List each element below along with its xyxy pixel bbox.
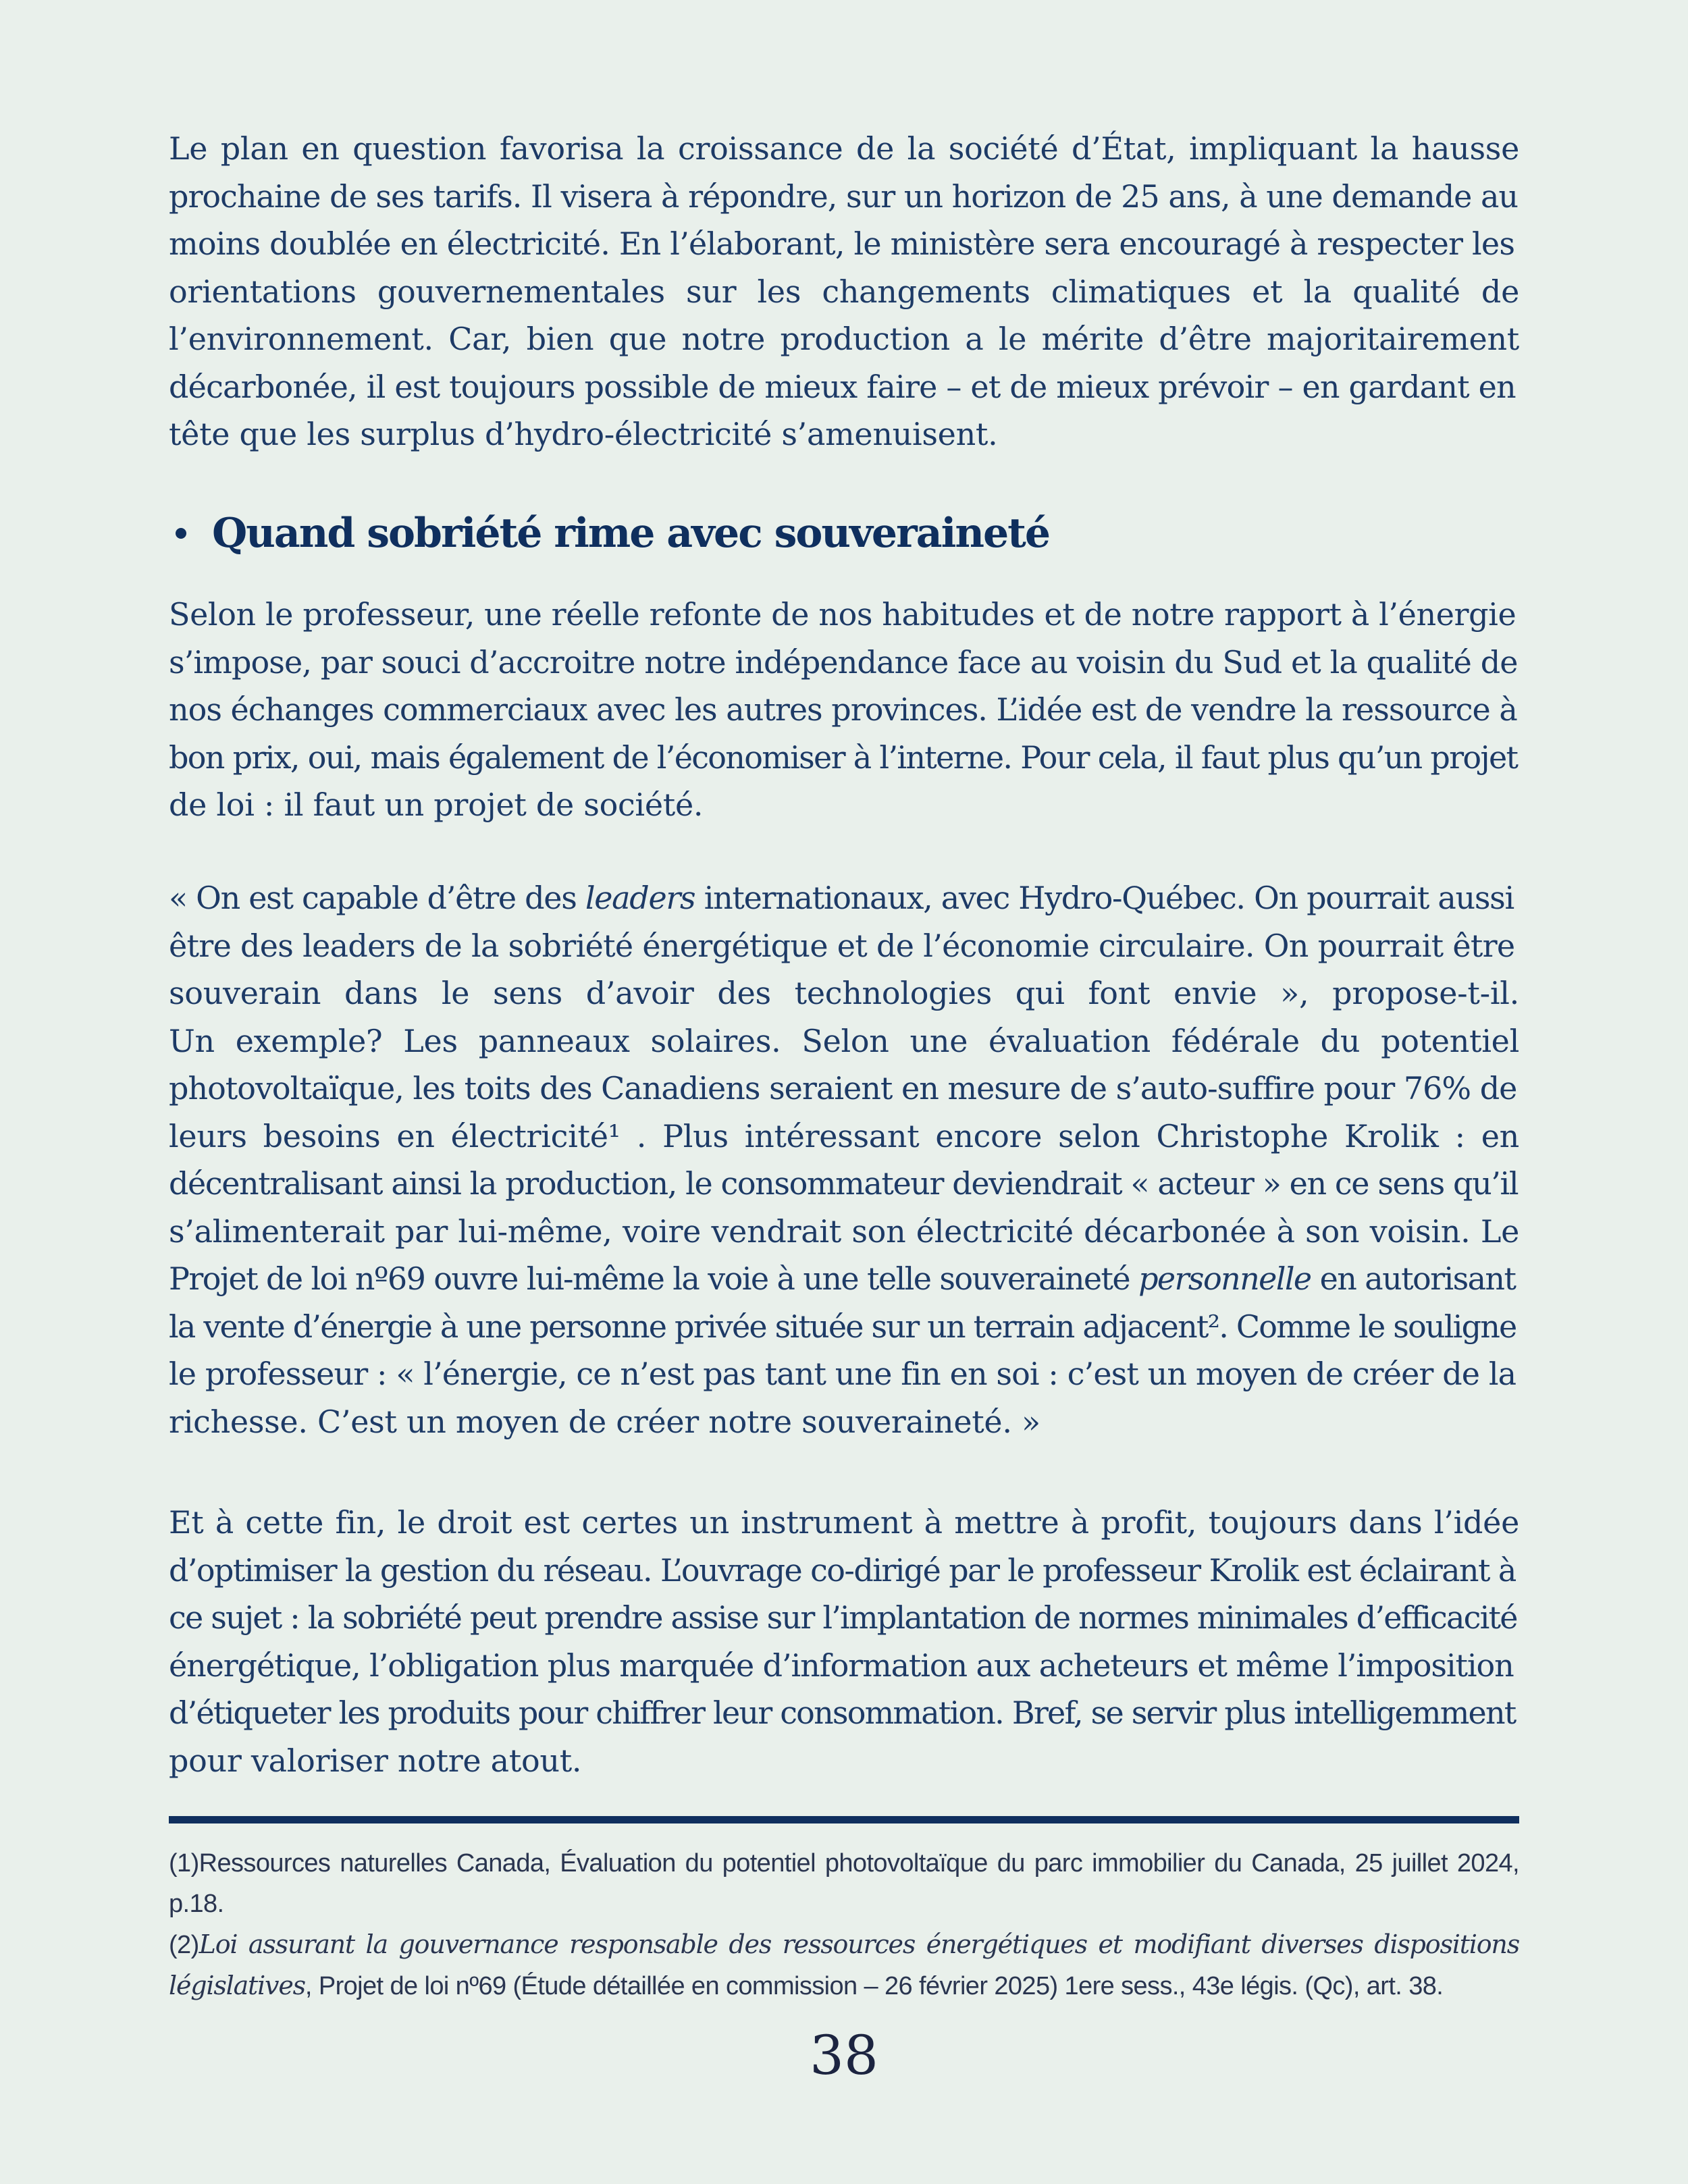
paragraph-energy-plan bbox=[169, 125, 1519, 458]
text-line: s’impose, par souci d’accroitre notre indépendance face au voisin du Sud et la qualité de bbox=[169, 643, 1518, 681]
footnote-divider bbox=[169, 1816, 1519, 1823]
text-line: prochaine de ses tarifs. Il visera à répondre, sur un horizon de 25 ans, à une demande au bbox=[169, 178, 1519, 215]
text-line: Selon le professeur, une réelle refonte de nos habitudes et de notre rapport à l’énergie bbox=[169, 596, 1516, 633]
text-line: tête que les surplus d’hydro-électricité s’amenuisent. bbox=[169, 416, 998, 452]
text-line: être des leaders de la sobriété énergétique et de l’économie circulaire. On pourrait être bbox=[169, 927, 1515, 964]
text-run: Projet de loi nº69 ouvre lui-même la voie à une telle souveraineté bbox=[169, 1260, 1139, 1297]
text-line: décentralisant ainsi la production, le consommateur deviendrait « acteur » en ce sens qu’il bbox=[169, 1165, 1519, 1202]
text-line: décarbonée, il est toujours possible de mieux faire – et de mieux prévoir – en gardant en bbox=[169, 368, 1516, 405]
text-line: l’environnement. Car, bien que notre production a le mérite d’être majoritairement bbox=[169, 321, 1519, 357]
text-line: leurs besoins en électricité¹ . Plus intéressant encore selon Christophe Krolik : en bbox=[169, 1117, 1519, 1154]
text-line: Un exemple? Les panneaux solaires. Selon une évaluation fédérale du potentiel bbox=[169, 1022, 1519, 1059]
text-line: nos échanges commerciaux avec les autres provinces. L’idée est de vendre la ressource à bbox=[169, 691, 1517, 728]
text-run: « On est capable d’être des bbox=[169, 880, 585, 916]
text-line bbox=[169, 874, 1519, 922]
text-line: énergétique, l’obligation plus marquée d’information aux acheteurs et même l’imposition bbox=[169, 1647, 1514, 1684]
document-page bbox=[169, 0, 1519, 2184]
bullet-icon bbox=[176, 528, 186, 539]
paragraph-professor-view bbox=[169, 591, 1519, 829]
footnote-2 bbox=[169, 1924, 1519, 2006]
text-line: ce sujet : la sobriété peut prendre assise sur l’implantation de normes minimales d’efficacité bbox=[169, 1599, 1517, 1636]
text-line: d’étiqueter les produits pour chiffrer leur consommation. Bref, se servir plus intelligemment bbox=[169, 1695, 1516, 1731]
italic-leaders: leaders bbox=[585, 880, 695, 916]
text-line: la vente d’énergie à une personne privée située sur un terrain adjacent². Comme le souligne bbox=[169, 1308, 1516, 1345]
text-line: souverain dans le sens d’avoir des technologies qui font envie », propose-t-il. bbox=[169, 975, 1519, 1011]
text-line bbox=[169, 1255, 1519, 1303]
section-heading-text: Quand sobriété rime avec souveraineté bbox=[212, 510, 1050, 557]
text-line: s’alimenterait par lui-même, voire vendrait son électricité décarbonée à son voisin. Le bbox=[169, 1213, 1519, 1250]
text-run: internationaux, avec Hydro-Québec. On pourrait aussi bbox=[695, 880, 1514, 916]
section-heading bbox=[169, 503, 1519, 564]
text-line: Le plan en question favorisa la croissance de la société d’État, impliquant la hausse bbox=[169, 130, 1519, 167]
paragraph-law-instrument bbox=[169, 1499, 1519, 1784]
footnote-text: , Projet de loi nº69 (Étude détaillée en commission – 26 février 2025) 1ere sess., 43e légis. (Qc), art. 38. bbox=[305, 1972, 1444, 2000]
page-number: 38 bbox=[810, 2024, 878, 2087]
text-run: en autorisant bbox=[1311, 1260, 1516, 1297]
footnote-marker: (2) bbox=[169, 1931, 199, 1959]
text-line: orientations gouvernementales sur les changements climatiques et la qualité de bbox=[169, 273, 1519, 310]
footnotes bbox=[169, 1843, 1519, 2006]
text-line: d’optimiser la gestion du réseau. L’ouvrage co-dirigé par le professeur Krolik est éclairant à bbox=[169, 1551, 1516, 1589]
text-line: de loi : il faut un projet de société. bbox=[169, 787, 704, 823]
text-line: richesse. C’est un moyen de créer notre souveraineté. » bbox=[169, 1403, 1040, 1440]
text-line: photovoltaïque, les toits des Canadiens seraient en mesure de s’auto-suffire pour 76% de bbox=[169, 1070, 1517, 1107]
footnote-1: (1)Ressources naturelles Canada, Évaluation du potentiel photovoltaïque du parc immobilier du Canada, 25 juillet 2024, p.18. bbox=[169, 1849, 1519, 1918]
text-line: bon prix, oui, mais également de l’économiser à l’interne. Pour cela, il faut plus qu’un projet bbox=[169, 739, 1518, 776]
italic-personnelle: personnelle bbox=[1138, 1260, 1311, 1297]
text-line: moins doublée en électricité. En l’élaborant, le ministère sera encouragé à respecter les bbox=[169, 225, 1515, 262]
text-line: pour valoriser notre atout. bbox=[169, 1742, 582, 1779]
text-line: le professeur : « l’énergie, ce n’est pas tant une fin en soi : c’est un moyen de créer de la bbox=[169, 1356, 1516, 1392]
paragraph-quote-solar bbox=[169, 874, 1519, 1445]
footnote-law-title: Loi assurant la gouvernance responsable des ressources énergétiques et modifiant diverses dispositions législatives bbox=[169, 1929, 1519, 2000]
text-line: Et à cette fin, le droit est certes un instrument à mettre à profit, toujours dans l’idée bbox=[169, 1504, 1519, 1541]
